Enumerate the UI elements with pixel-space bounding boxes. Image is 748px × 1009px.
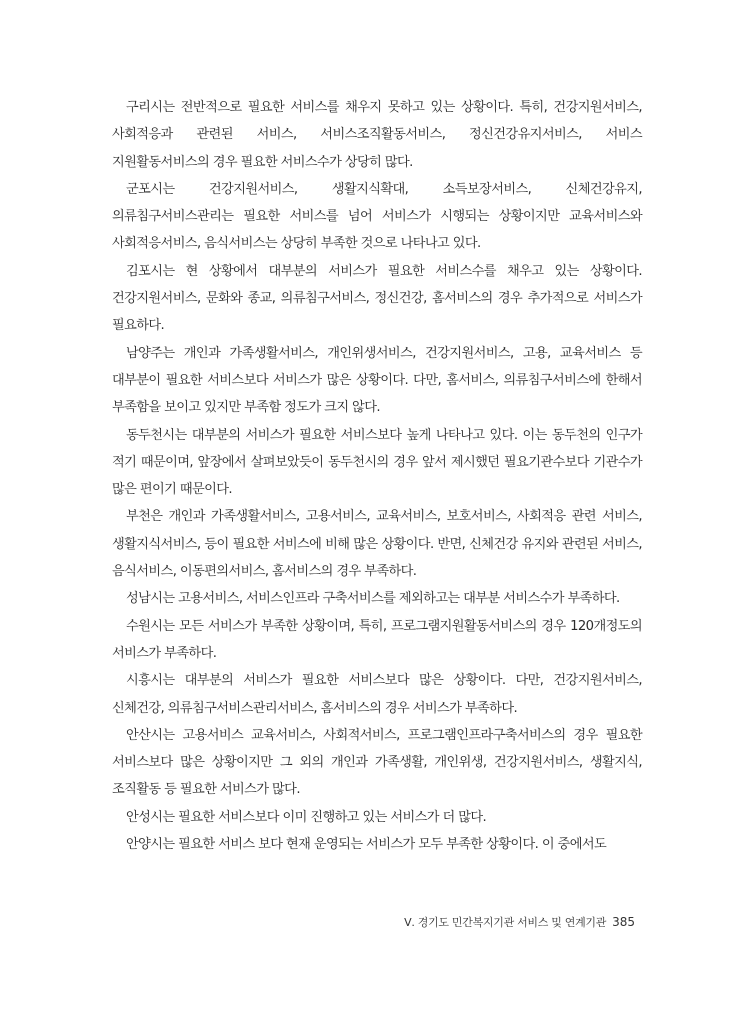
paragraph-dongducheon: 동두천시는 대부분의 서비스가 필요한 서비스보다 높게 나타나고 있다. 이는 동두천의 인구가 적기 때문이며, 앞장에서 살펴보았듯이 동두천시의 경우 앞서 제시했던 필요기관수보다 기관수가 많은 편이기 때문이다.	[112, 427, 642, 498]
body-text	[112, 94, 642, 858]
paragraph-suwon: 수원시는 모든 서비스가 부족한 상황이며, 특히, 프로그램지원활동서비스의 경우 120개정도의 서비스가 부족하다.	[112, 618, 642, 661]
paragraph-ansan: 안산시는 고용서비스 교육서비스, 사회적서비스, 프로그램인프라구축서비스의 경우 필요한 서비스보다 많은 상황이지만 그 외의 개인과 가족생활, 개인위생, 건강지원서비스, 생활지식, 조직활동 등 필요한 서비스가 많다.	[112, 727, 642, 798]
paragraph-anyang: 안양시는 필요한 서비스 보다 현재 운영되는 서비스가 모두 부족한 상황이다. 이 중에서도	[126, 837, 607, 853]
paragraph-namyangju: 남양주는 개인과 가족생활서비스, 개인위생서비스, 건강지원서비스, 고용, 교육서비스 등 대부분이 필요한 서비스보다 서비스가 많은 상황이다. 다만, 홈서비스, 의류침구서비스에 한해서 부족함을 보이고 있지만 부족함 정도가 크지 않다.	[112, 345, 642, 416]
paragraph-bucheon: 부천은 개인과 가족생활서비스, 고용서비스, 교육서비스, 보호서비스, 사회적응 관련 서비스, 생활지식서비스, 등이 필요한 서비스에 비해 많은 상황이다. 반면, 신체건강 유지와 관련된 서비스, 음식서비스, 이동편의서비스, 홈서비스의 경우 부족하다.	[112, 509, 642, 580]
paragraph-seongnam: 성남시는 고용서비스, 서비스인프라 구축서비스를 제외하고는 대부분 서비스수가 부족하다.	[126, 591, 620, 607]
page-footer	[404, 914, 635, 930]
footer-chapter-title: Ⅴ. 경기도 민간복지기관 서비스 및 연계기관	[404, 916, 607, 929]
page-number: 385	[612, 915, 635, 929]
paragraph-anseong: 안성시는 필요한 서비스보다 이미 진행하고 있는 서비스가 더 많다.	[126, 809, 487, 825]
paragraph-siheung: 시흥시는 대부분의 서비스가 필요한 서비스보다 많은 상황이다. 다만, 건강지원서비스, 신체건강, 의류침구서비스관리서비스, 홈서비스의 경우 서비스가 부족하다.	[112, 673, 642, 716]
paragraph-guri: 구리시는 전반적으로 필요한 서비스를 채우지 못하고 있는 상황이다. 특히, 건강지원서비스, 사회적응과 관련된 서비스, 서비스조직활동서비스, 정신건강유지서비스, 서비스 지원활동서비스의 경우 필요한 서비스수가 상당히 많다.	[112, 100, 642, 170]
paragraph-gunpo: 군포시는 건강지원서비스, 생활지식확대, 소득보장서비스, 신체건강유지, 의류침구서비스관리는 필요한 서비스를 넘어 서비스가 시행되는 상황이지만 교육서비스와 사회적응서비스, 음식서비스는 상당히 부족한 것으로 나타나고 있다.	[112, 181, 642, 252]
paragraph-gimpo: 김포시는 현 상황에서 대부분의 서비스가 필요한 서비스수를 채우고 있는 상황이다. 건강지원서비스, 문화와 종교, 의류침구서비스, 정신건강, 홈서비스의 경우 추가적으로 서비스가 필요하다.	[112, 263, 642, 334]
